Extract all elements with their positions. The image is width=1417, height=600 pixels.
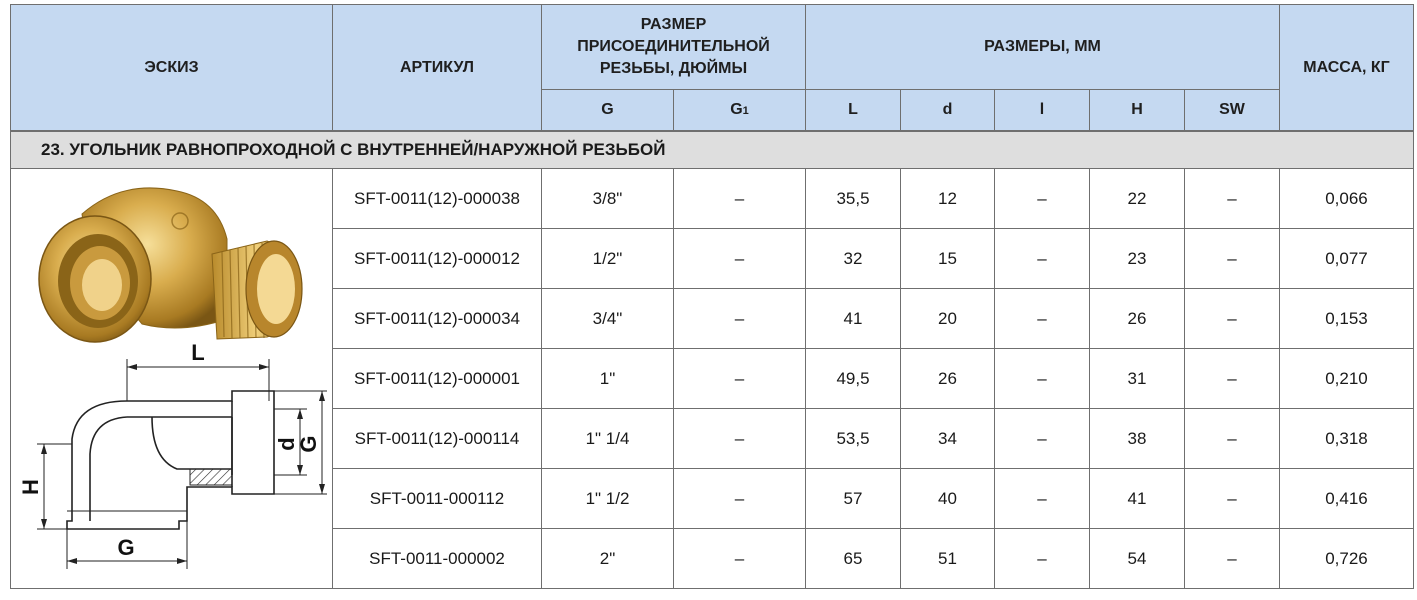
cell-d: 51 bbox=[901, 529, 995, 589]
header-sketch: ЭСКИЗ bbox=[11, 5, 333, 132]
cell-d: 26 bbox=[901, 349, 995, 409]
cell-mass: 0,066 bbox=[1280, 169, 1414, 229]
cell-g: 3/8" bbox=[542, 169, 674, 229]
cell-article: SFT-0011-000112 bbox=[333, 469, 542, 529]
cell-L: 35,5 bbox=[806, 169, 901, 229]
cell-d: 12 bbox=[901, 169, 995, 229]
cell-SW: – bbox=[1185, 289, 1280, 349]
cell-article: SFT-0011(12)-000114 bbox=[333, 409, 542, 469]
cell-g1: – bbox=[674, 289, 806, 349]
technical-drawing bbox=[37, 359, 327, 569]
cell-g: 1/2" bbox=[542, 229, 674, 289]
cell-mass: 0,318 bbox=[1280, 409, 1414, 469]
cell-l: – bbox=[995, 169, 1090, 229]
cell-g1: – bbox=[674, 229, 806, 289]
cell-L: 57 bbox=[806, 469, 901, 529]
header-thread-size bbox=[542, 5, 806, 90]
sketch-cell bbox=[11, 169, 333, 589]
header-l: l bbox=[995, 90, 1090, 132]
cell-L: 41 bbox=[806, 289, 901, 349]
cell-l: – bbox=[995, 529, 1090, 589]
fitting-sketch bbox=[12, 169, 332, 583]
cell-L: 65 bbox=[806, 529, 901, 589]
cell-article: SFT-0011(12)-000034 bbox=[333, 289, 542, 349]
cell-g1: – bbox=[674, 469, 806, 529]
cell-article: SFT-0011(12)-000001 bbox=[333, 349, 542, 409]
header-d: d bbox=[901, 90, 995, 132]
header-g1-index: 1 bbox=[742, 105, 749, 117]
cell-SW: – bbox=[1185, 529, 1280, 589]
cell-article: SFT-0011-000002 bbox=[333, 529, 542, 589]
section-title: 23. УГОЛЬНИК РАВНОПРОХОДНОЙ С ВНУТРЕННЕЙ/НАРУЖНОЙ РЕЗЬБОЙ bbox=[11, 131, 1414, 169]
cell-l: – bbox=[995, 409, 1090, 469]
cell-SW: – bbox=[1185, 349, 1280, 409]
cell-l: – bbox=[995, 229, 1090, 289]
cell-g1: – bbox=[674, 529, 806, 589]
cell-g: 1" bbox=[542, 349, 674, 409]
header-L: L bbox=[806, 90, 901, 132]
header-H: H bbox=[1090, 90, 1185, 132]
drawing-label-H: H bbox=[17, 479, 43, 495]
cell-l: – bbox=[995, 469, 1090, 529]
drawing-label-d: d bbox=[273, 437, 299, 451]
table-body bbox=[11, 131, 1414, 589]
cell-L: 53,5 bbox=[806, 409, 901, 469]
header-mass: МАССА, КГ bbox=[1280, 5, 1414, 132]
cell-d: 34 bbox=[901, 409, 995, 469]
cell-l: – bbox=[995, 349, 1090, 409]
cell-mass: 0,153 bbox=[1280, 289, 1414, 349]
cell-H: 23 bbox=[1090, 229, 1185, 289]
cell-H: 26 bbox=[1090, 289, 1185, 349]
cell-L: 49,5 bbox=[806, 349, 901, 409]
cell-d: 15 bbox=[901, 229, 995, 289]
header-g: G bbox=[542, 90, 674, 132]
cell-SW: – bbox=[1185, 229, 1280, 289]
cell-H: 22 bbox=[1090, 169, 1185, 229]
header-SW: SW bbox=[1185, 90, 1280, 132]
cell-SW: – bbox=[1185, 169, 1280, 229]
cell-SW: – bbox=[1185, 409, 1280, 469]
cell-g: 3/4" bbox=[542, 289, 674, 349]
cell-g1: – bbox=[674, 409, 806, 469]
cell-g1: – bbox=[674, 349, 806, 409]
cell-l: – bbox=[995, 289, 1090, 349]
cell-mass: 0,077 bbox=[1280, 229, 1414, 289]
product-spec-table bbox=[10, 4, 1414, 589]
header-dimensions: РАЗМЕРЫ, ММ bbox=[806, 5, 1280, 90]
header-g1-base: G bbox=[730, 101, 743, 118]
cell-g: 1" 1/4 bbox=[542, 409, 674, 469]
drawing-label-L: L bbox=[190, 340, 205, 365]
cell-article: SFT-0011(12)-000012 bbox=[333, 229, 542, 289]
header-row-main bbox=[11, 5, 1414, 90]
section-row bbox=[11, 131, 1414, 169]
table-header bbox=[11, 5, 1414, 132]
cell-mass: 0,210 bbox=[1280, 349, 1414, 409]
cell-mass: 0,726 bbox=[1280, 529, 1414, 589]
table-row bbox=[11, 169, 1414, 229]
cell-g: 1" 1/2 bbox=[542, 469, 674, 529]
cell-g: 2" bbox=[542, 529, 674, 589]
cell-H: 31 bbox=[1090, 349, 1185, 409]
cell-L: 32 bbox=[806, 229, 901, 289]
header-g1 bbox=[674, 90, 806, 132]
cell-d: 20 bbox=[901, 289, 995, 349]
cell-SW: – bbox=[1185, 469, 1280, 529]
cell-H: 38 bbox=[1090, 409, 1185, 469]
cell-article: SFT-0011(12)-000038 bbox=[333, 169, 542, 229]
cell-H: 54 bbox=[1090, 529, 1185, 589]
drawing-label-G-bottom: G bbox=[116, 535, 135, 560]
cell-mass: 0,416 bbox=[1280, 469, 1414, 529]
header-article: АРТИКУЛ bbox=[333, 5, 542, 132]
cell-H: 41 bbox=[1090, 469, 1185, 529]
header-thread-size-text: РАЗМЕР ПРИСОЕДИНИТЕЛЬНОЙ РЕЗЬБЫ, ДЮЙМЫ bbox=[577, 16, 770, 77]
drawing-label-G-right: G bbox=[295, 435, 321, 453]
cell-d: 40 bbox=[901, 469, 995, 529]
fitting-photo bbox=[39, 188, 302, 342]
product-table-wrapper bbox=[10, 4, 1413, 589]
cell-g1: – bbox=[674, 169, 806, 229]
